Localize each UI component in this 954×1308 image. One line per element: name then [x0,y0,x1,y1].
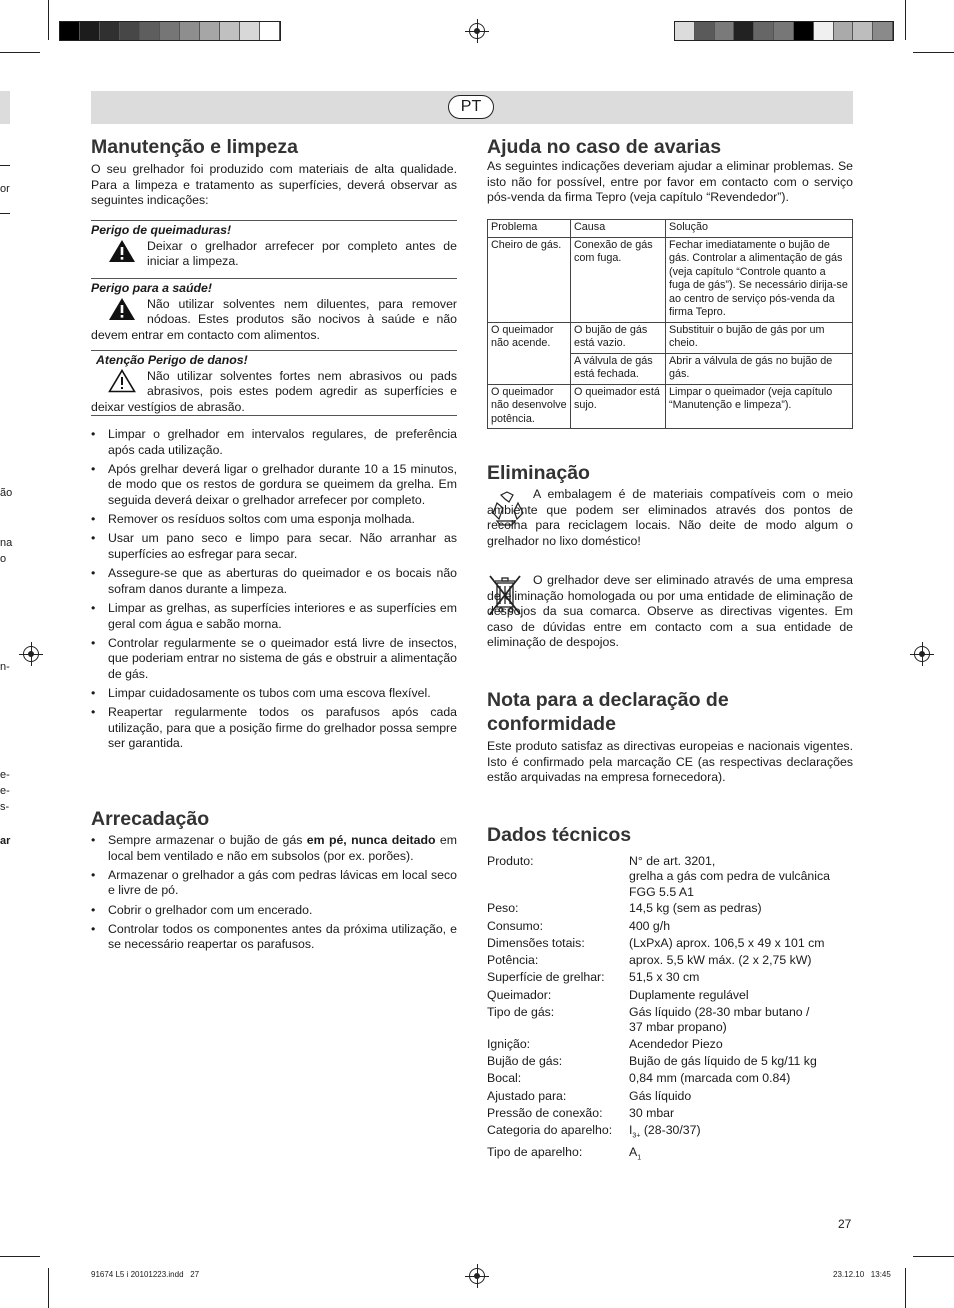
maintenance-list [91,427,457,756]
spec-value: $A_1$ [629,1145,642,1162]
spec-row [487,918,853,935]
spec-value: 14,5 kg (sem as pedras) [629,901,762,916]
table-cell: Conexão de gás com fuga. [571,237,666,322]
column-header: Causa [571,220,666,238]
table-header-row [488,220,853,238]
table-row [488,237,853,322]
registration-mark-left [23,646,39,662]
edge-fragment: ar [0,835,11,847]
spec-row [487,853,853,900]
warning-filled-icon [91,297,147,327]
list-item: • Limpar o grelhador em intervalos regulares, de preferência após cada utilização. [91,427,457,458]
spec-value: 30 mbar [629,1106,675,1120]
spec-value: Duplamente regulável [629,987,749,1002]
spec-row [487,1144,853,1166]
spec-label: Consumo: [487,918,544,933]
registration-mark-top [469,23,485,39]
language-badge: PT [448,95,494,119]
list-item: • Sempre armazenar o bujão de gás em pé, nunca deitado em local bem ventilado e não em subsolos (por ex. porões). [91,833,457,864]
table-cell: O queimador não desenvolve potência. [488,384,571,429]
list-item: • Limpar cuidadosamente os tubos com uma escova flexível. [91,686,457,702]
list-item: • Controlar regularmente se o queimador está livre de insectos, que poderiam entrar no sistema de gás e obstruir a alimentação de gás. [91,636,457,683]
color-bar-right [674,21,894,41]
troubleshooting-table [487,219,853,429]
spec-row [487,1122,853,1144]
warning-body: Deixar o grelhador arrefecer por completo antes de iniciar a limpeza. [147,238,457,269]
list-item: • Controlar todos os componentes antes da próxima utilização, e se necessário reapertar os parafusos. [91,922,457,953]
table-cell: Cheiro de gás. [488,237,571,322]
spec-row [487,969,853,986]
spec-label: Ajustado para: [487,1088,567,1103]
spec-label: Bujão de gás: [487,1054,563,1069]
spec-row [487,987,853,1004]
spec-label: Potência: [487,953,539,968]
spec-row [487,1105,853,1122]
registration-mark-right [914,646,930,662]
edge-fragment: n- [0,661,10,673]
spec-label: Superfície de grelhar: [487,970,605,985]
spec-label: Peso: [487,901,519,916]
storage-list [91,833,457,957]
warning-title: Atenção Perigo de danos! [96,353,248,367]
disposal-device-text: O grelhador deve ser eliminado através de uma empresa de eliminação homologada ou por uma entidade de eliminação de despojos da sua comarca. Observe as directivas vigentes. Em caso de dúvidas entre em contacto com a sua entidade de eliminação de despojos. [487,573,853,650]
edge-fragment: e- [0,769,10,781]
table-cell: A válvula de gás está fechada. [571,353,666,384]
edge-fragment: ão [0,487,13,499]
list-item: • Remover os resíduos soltos com uma esponja molhada. [91,512,457,528]
list-item: • Armazenar o grelhador a gás com pedras lávicas em local seco e livre de pó. [91,868,457,899]
spec-row [487,1070,853,1087]
disposal-heading: Eliminação [487,462,590,484]
spec-label: Categoria do aparelho: [487,1123,613,1138]
spec-label: Tipo de gás: [487,1005,555,1019]
table-row [488,322,853,353]
spec-label: Bocal: [487,1071,522,1086]
spec-value: Bujão de gás líquido de 5 kg/11 kg [629,1054,817,1069]
spec-label: Dimensões totais: [487,935,585,950]
edge-fragment: e- [0,785,10,797]
warning-damage [91,350,457,416]
maintenance-heading: Manutenção e limpeza [91,136,298,158]
registration-mark-bottom [469,1268,485,1284]
column-header: Solução [666,220,853,238]
edge-fragment: na [0,537,13,549]
warning-title: Perigo para a saúde! [91,281,212,295]
troubleshooting-heading: Ajuda no caso de avarias [487,136,722,158]
maintenance-intro: O seu grelhador foi produzido com materiais de alta qualidade. Para a limpeza e tratamento as superfícies, deverá observar as seguintes indicações: [91,162,457,208]
spec-value: Acendedor Piezo [629,1036,723,1051]
warning-filled-icon [91,239,147,269]
list-item: • Usar um pano seco e limpo para secar. Não arranhar as superfícies ao esfregar para secar. [91,531,457,562]
conformity-text: Este produto satisfaz as directivas europeias e nacionais vigentes. Isto é confirmado pela marcação CE (as respectivas declarações estão arquivadas na empresa fornecedora). [487,739,853,785]
warning-body: Não utilizar solventes nem diluentes, para remover nódoas. Estes produtos são nocivos à saúde e não devem entrar em contacto com alimentos. [91,296,457,342]
warning-health [91,278,457,341]
spec-row [487,1004,853,1036]
storage-heading: Arrecadação [91,808,210,830]
conformity-heading: Nota para a declaração de conformidade [487,689,729,735]
warning-title: Perigo de queimaduras! [91,223,232,237]
color-bar-left [59,21,281,41]
spec-row [487,1088,853,1105]
troubleshooting-intro: As seguintes indicações deveriam ajudar a eliminar problemas. Se isto não for possível, entre por favor em contacto com o serviço pós-venda da firma Tepro (veja capítulo “Revendedor”). [487,159,853,205]
page-number: 27 [838,1217,852,1231]
spec-row [487,1053,853,1070]
spec-label: Queimador: [487,987,552,1002]
list-item: • Cobrir o grelhador com um encerado. [91,903,457,919]
edge-fragment: or [0,183,10,195]
table-cell: Limpar o queimador (veja capítulo “Manutenção e limpeza”). [666,384,853,429]
warning-burn [91,220,457,269]
table-cell: Fechar imediatamente o bujão de gás. Controlar a alimentação de gás (veja capítulo “Controle quanto a fuga de gás”). Se necessário dirija-se ao centro de serviço pós-venda da firma Tepro. [666,237,853,322]
table-cell: O queimador está sujo. [571,384,666,429]
disposal-packaging-text: A embalagem é de materiais compatíveis com o meio ambiente que podem ser eliminados através dos pontos de recolha para reciclagem locais. Não deite de modo algum o grelhador no lixo doméstico! [487,487,853,548]
table-cell: Abrir a válvula de gás no bujão de gás. [666,353,853,384]
specs-heading: Dados técnicos [487,824,632,846]
spec-value: 400 g/h [629,918,671,933]
table-cell: Substituir o bujão de gás por um cheio. [666,322,853,353]
spec-label: Ignição: [487,1036,531,1051]
spec-row [487,900,853,917]
spec-value: N° de art. 3201, grelha a gás com pedra de vulcânica FGG 5.5 A1 [629,854,830,899]
warning-body: Não utilizar solventes fortes nem abrasivos ou pads abrasivos, pois estes podem agredir as superfícies e deixar vestígios de abrasão. [91,368,457,414]
spec-label: Produto: [487,854,534,868]
spec-value: 51,5 x 30 cm [629,970,700,985]
table-row [488,384,853,429]
spec-row [487,952,853,969]
spec-row [487,1036,853,1053]
list-item: • Assegure-se que as aberturas do queimador e os bocais não sofram danos durante a limpeza. [91,566,457,597]
list-item: • Após grelhar deverá ligar o grelhador durante 10 a 15 minutos, de modo que os restos de gordura se queimem da grelha. Em seguida deverá deixar o grelhador arrefecer por completo. [91,462,457,509]
table-cell: O bujão de gás está vazio. [571,322,666,353]
footer-timestamp: 23.12.10 13:45 [833,1270,891,1279]
spec-value: Gás líquido [629,1088,692,1103]
spec-value: (LxPxA) aprox. 106,5 x 49 x 101 cm [629,935,825,950]
spec-label: Pressão de conexão: [487,1106,603,1120]
spec-label: Tipo de aparelho: [487,1145,583,1160]
spec-value: aprox. 5,5 kW máx. (2 x 2,75 kW) [629,953,812,968]
list-item: • Reapertar regularmente todos os parafusos após cada utilização, para que a posição firme do grelhador possa sempre ser garantida. [91,705,457,752]
warning-outline-icon [91,369,147,399]
spec-value: 0,84 mm (marcada com 0.84) [629,1071,791,1086]
edge-fragment: s- [0,801,10,813]
spec-row [487,935,853,952]
table-cell: O queimador não acende. [488,322,571,384]
list-item: • Limpar as grelhas, as superfícies interiores e as superfícies em geral com água e sabão morna. [91,601,457,632]
edge-fragment: o [0,553,7,565]
column-header: Problema [488,220,571,238]
footer-file-info: 91674 L5 i 20101223.indd 27 [91,1270,200,1279]
spec-value: Gás líquido (28-30 mbar butano / 37 mbar propano) [629,1005,810,1035]
specs-table [487,853,853,1166]
spec-value: $I_{3+}$ (28-30/37) [629,1123,701,1140]
